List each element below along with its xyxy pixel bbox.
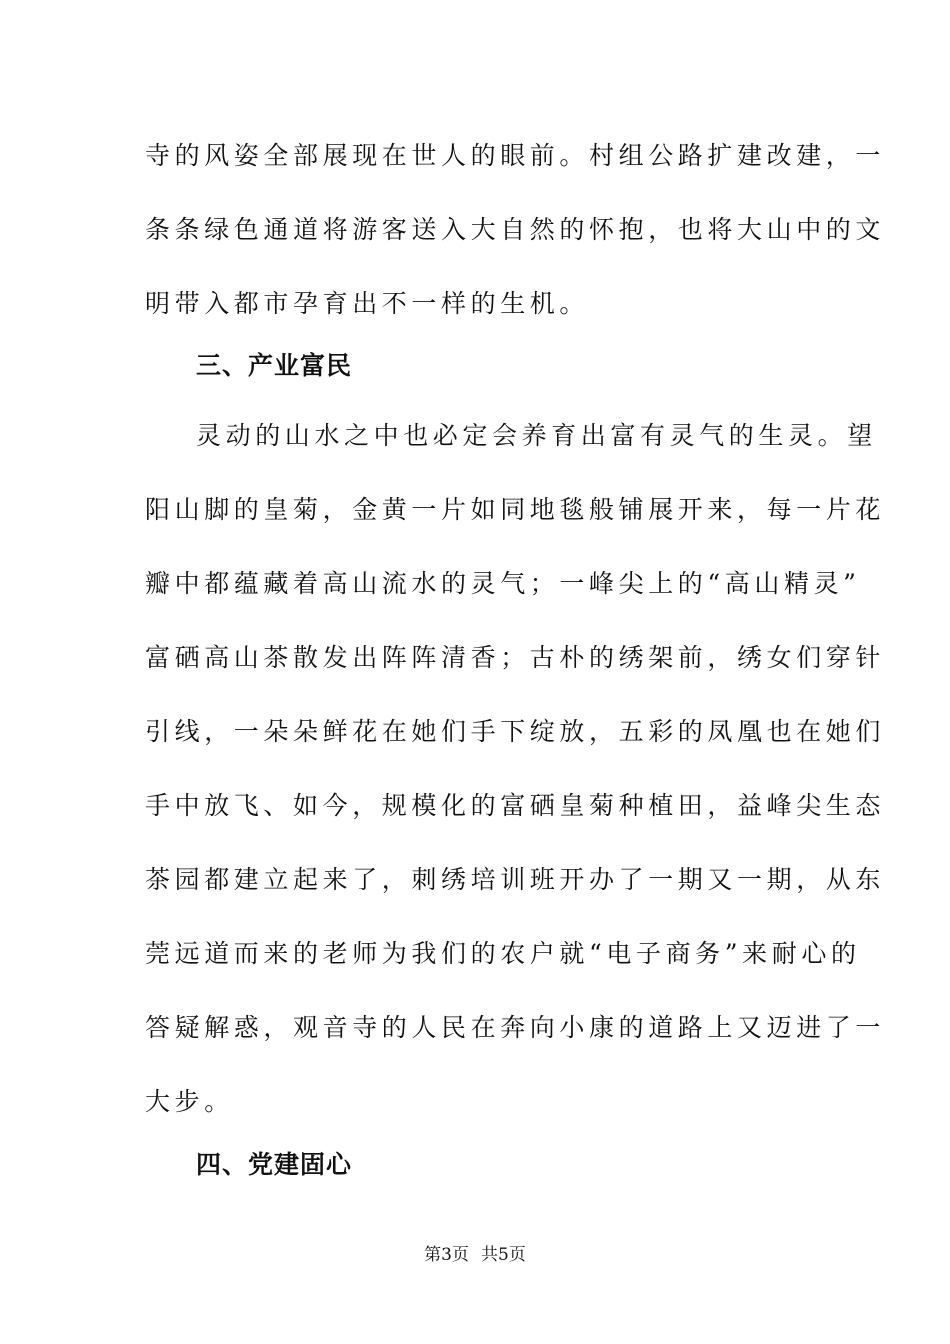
paragraph-line: 富硒高山茶散发出阵阵清香；古朴的绣架前，绣女们穿针 [145, 643, 886, 672]
paragraph-line: 茶园都建立起来了，刺绣培训班开办了一期又一期，从东 [145, 865, 886, 894]
page-number: 第3页 [424, 1245, 469, 1265]
section-heading: 三、产业富民 [196, 351, 353, 380]
paragraph-line: 引线，一朵朵鲜花在她们手下绽放，五彩的凤凰也在她们 [145, 717, 886, 746]
paragraph-line: 手中放飞、如今，规模化的富硒皇菊种植田，益峰尖生态 [145, 791, 886, 820]
paragraph-line: 条条绿色通道将游客送入大自然的怀抱，也将大山中的文 [145, 215, 886, 244]
paragraph-line: 答疑解惑，观音寺的人民在奔向小康的道路上又迈进了一 [145, 1013, 886, 1042]
page-total: 共5页 [481, 1245, 526, 1265]
section-heading: 四、党建固心 [196, 1150, 353, 1179]
paragraph-line: 明带入都市孕育出不一样的生机。 [145, 289, 590, 318]
page-footer [0, 1244, 950, 1266]
paragraph-line: 阳山脚的皇菊，金黄一片如同地毯般铺展开来，每一片花 [145, 495, 886, 524]
paragraph-line: 寺的风姿全部展现在世人的眼前。村组公路扩建改建，一 [145, 141, 886, 170]
paragraph-line: 大步。 [145, 1087, 234, 1116]
paragraph-line: 瓣中都蕴藏着高山流水的灵气；一峰尖上的“高山精灵” [145, 569, 861, 598]
paragraph-line: 莞远道而来的老师为我们的农户就“电子商务”来耐心的 [145, 939, 861, 968]
paragraph-line: 灵动的山水之中也必定会养育出富有灵气的生灵。望 [196, 421, 877, 450]
